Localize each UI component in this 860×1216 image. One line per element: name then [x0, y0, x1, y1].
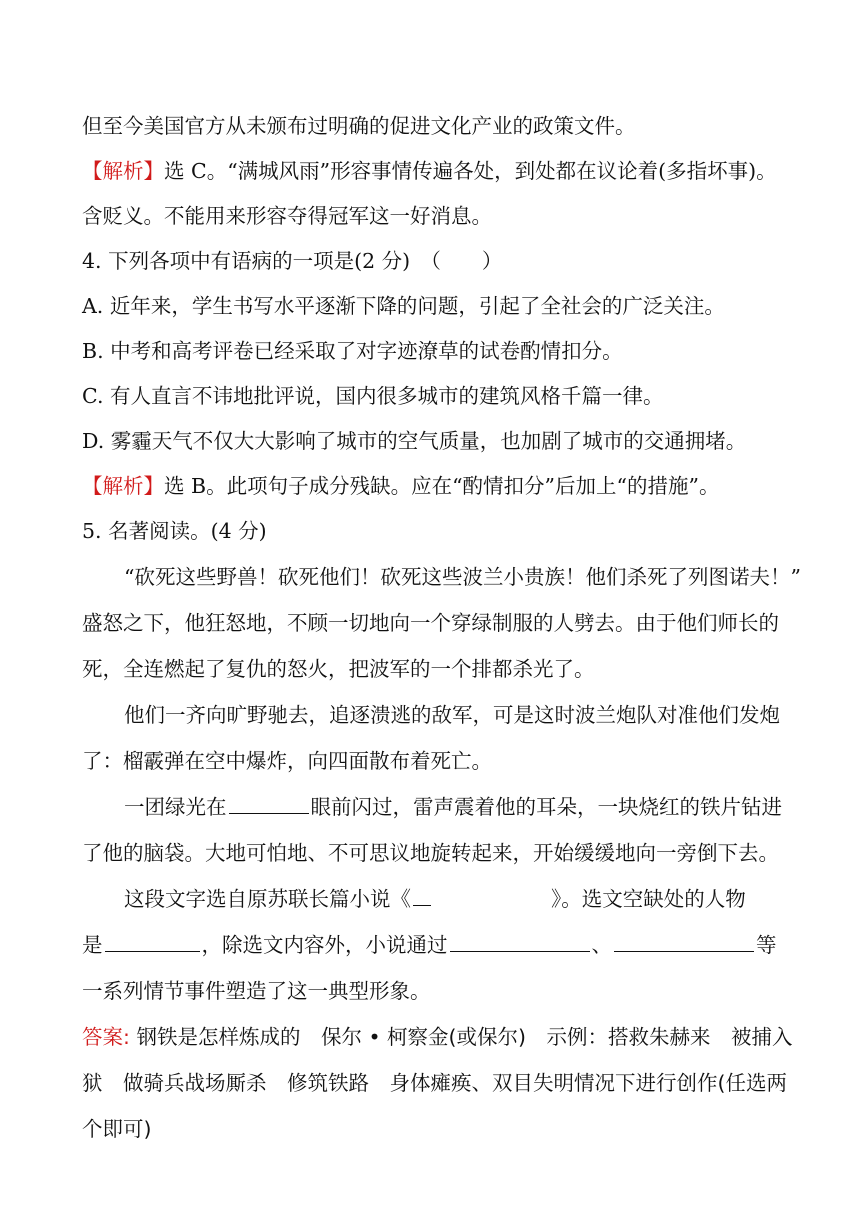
- question-5-title: 5. 名著阅读。(4 分): [82, 519, 267, 543]
- passage-text: 眼前闪过，雷声震着他的耳朵，一块烧红的铁片钻进: [310, 795, 782, 819]
- passage-line: 死，全连燃起了复仇的怒火，把波军的一个排都杀光了。: [82, 657, 595, 681]
- question-text: 、: [591, 933, 612, 957]
- answer-tag: 答案:: [82, 1025, 130, 1049]
- question-text: 这段文字选自原苏联长篇小说《: [124, 887, 411, 911]
- analysis-tag: 【解析】: [82, 159, 164, 183]
- answer-blank: [450, 931, 590, 952]
- option-d: D. 雾霾天气不仅大大影响了城市的空气质量，也加剧了城市的交通拥堵。: [82, 429, 747, 453]
- text-line: 含贬义。不能用来形容夺得冠军这一好消息。: [82, 204, 492, 228]
- question-line: [124, 885, 824, 913]
- answer-blank: [614, 931, 754, 952]
- passage-line: 了他的脑袋。大地可怕地、不可思议地旋转起来，开始缓缓地向一旁倒下去。: [82, 841, 779, 865]
- answer-blank: [105, 931, 200, 952]
- question-line: 一系列情节事件塑造了这一典型形象。: [82, 979, 431, 1003]
- analysis-line: [82, 157, 782, 185]
- passage-line: 盛怒之下，他狂怒地，不顾一切地向一个穿绿制服的人劈去。由于他们师长的: [82, 611, 779, 635]
- passage-line: [124, 793, 824, 821]
- question-text: 等: [756, 933, 777, 957]
- passage-line: 他们一齐向旷野驰去，追逐溃逃的敌军，可是这时波兰炮队对准他们发炮: [124, 703, 780, 727]
- question-text: 》。选文空缺处的人物: [551, 887, 746, 911]
- option-a: A. 近年来，学生书写水平逐渐下降的问题，引起了全社会的广泛关注。: [82, 294, 725, 318]
- option-c: C. 有人直言不讳地批评说，国内很多城市的建筑风格千篇一律。: [82, 384, 664, 408]
- text-line: 但至今美国官方从未颁布过明确的促进文化产业的政策文件。: [82, 114, 636, 138]
- answer-line: 狱 做骑兵战场厮杀 修筑铁路 身体瘫痪、双目失明情况下进行创作(任选两: [82, 1071, 787, 1095]
- analysis-line: [82, 472, 782, 500]
- answer-line: [82, 1023, 793, 1051]
- passage-text: 一团绿光在: [124, 795, 227, 819]
- answer-blank: [229, 793, 309, 814]
- analysis-text: 选 C。“满城风雨”形容事情传遍各处，到处都在议论着(多指坏事)。: [164, 159, 777, 183]
- question-4-title: 4. 下列各项中有语病的一项是(2 分) （ ）: [82, 249, 503, 273]
- analysis-tag: 【解析】: [82, 474, 164, 498]
- answer-line: 个即可): [82, 1117, 152, 1141]
- answer-blank: [413, 885, 431, 906]
- option-b: B. 中考和高考评卷已经采取了对字迹潦草的试卷酌情扣分。: [82, 339, 623, 363]
- question-text: ，除选文内容外，小说通过: [201, 933, 448, 957]
- answer-text: 钢铁是怎样炼成的 保尔 • 柯察金(或保尔) 示例：搭救朱赫来 被捕入: [129, 1025, 793, 1049]
- passage-line: 了：榴霰弹在空中爆炸，向四面散布着死亡。: [82, 749, 492, 773]
- passage-line: “砍死这些野兽！砍死他们！砍死这些波兰小贵族！他们杀死了列图诺夫！”: [124, 565, 801, 589]
- question-text: 是: [82, 933, 103, 957]
- question-line: [82, 931, 782, 959]
- analysis-text: 选 B。此项句子成分残缺。应在“酌情扣分”后加上“的措施”。: [164, 474, 720, 498]
